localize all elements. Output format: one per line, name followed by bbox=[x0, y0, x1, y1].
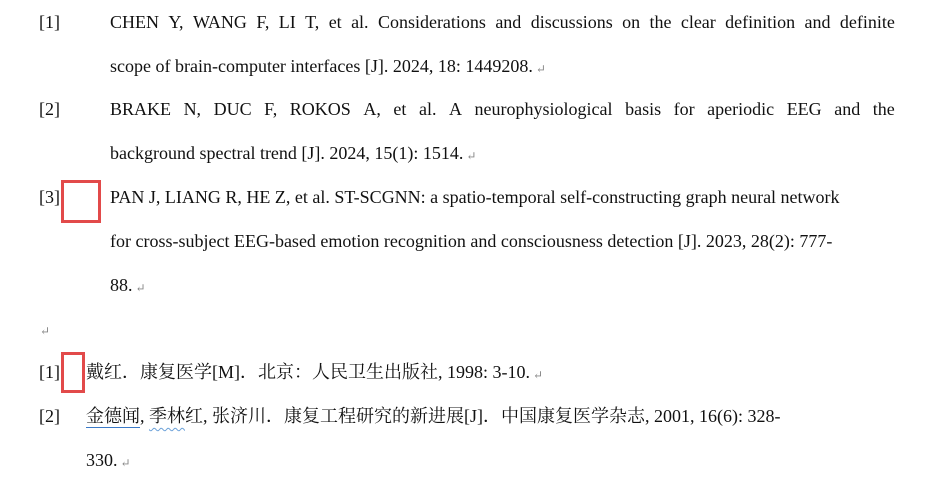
ref-word: BRAKE bbox=[110, 99, 172, 119]
ref-word: the bbox=[872, 99, 895, 119]
author-spellcheck-underline[interactable]: 金德闻 bbox=[86, 406, 140, 426]
ref-text: 88. bbox=[110, 275, 133, 295]
ref-word: Y, bbox=[168, 12, 184, 32]
ref-word: basis bbox=[625, 99, 662, 119]
ref-word: CHEN bbox=[110, 12, 159, 32]
highlight-box-english-ref-3-gap bbox=[61, 180, 101, 223]
ref-line-1 bbox=[110, 0, 895, 44]
ref-word: Considerations bbox=[377, 12, 486, 32]
ref-text: 330. bbox=[86, 450, 118, 470]
ref-word: the bbox=[649, 12, 672, 32]
ref-line-2 bbox=[110, 44, 546, 91]
ref-line-1 bbox=[86, 394, 894, 438]
ref-word: aperiodic bbox=[707, 99, 775, 119]
empty-paragraph bbox=[40, 306, 50, 353]
ref-word: for bbox=[673, 99, 695, 119]
ref-word: LI bbox=[278, 12, 296, 32]
separator: , bbox=[140, 406, 149, 426]
ref-number: [1] bbox=[39, 362, 60, 382]
ref-text: PAN J, LIANG R, HE Z, et al. ST-SCGNN: a spatio-temporal self-constructing graph neural network bbox=[110, 187, 840, 207]
ref-text: 红 bbox=[185, 406, 203, 426]
ref-text: background spectral trend [J]. 2024, 15(1): 1514. bbox=[110, 143, 464, 163]
ref-word: discussions bbox=[530, 12, 613, 32]
ref-line-2 bbox=[110, 131, 476, 178]
ref-word: EEG bbox=[786, 99, 822, 119]
paragraph-mark-icon: ↵ bbox=[533, 368, 544, 382]
ref-line-3 bbox=[110, 263, 146, 310]
ref-word: clear bbox=[680, 12, 716, 32]
ref-text: for cross-subject EEG-based emotion recognition and consciousness detection [J]. 2023, 28(2): 777- bbox=[110, 231, 833, 251]
ref-word: et bbox=[393, 99, 407, 119]
highlight-box-chinese-ref-1-gap bbox=[61, 352, 85, 393]
ref-line-1 bbox=[110, 87, 895, 131]
ref-number: [2] bbox=[39, 406, 60, 426]
ref-word: neurophysiological bbox=[474, 99, 613, 119]
paragraph-mark-icon: ↵ bbox=[120, 456, 131, 470]
ref-word: and bbox=[834, 99, 861, 119]
ref-line-2 bbox=[110, 219, 832, 263]
paragraph-mark-icon: ↵ bbox=[535, 62, 546, 76]
ref-text: scope of brain-computer interfaces [J]. 2024, 18: 1449208. bbox=[110, 56, 533, 76]
ref-word: definite bbox=[839, 12, 895, 32]
ref-word: T, bbox=[305, 12, 320, 32]
ref-word: A bbox=[449, 99, 462, 119]
ref-word: DUC bbox=[213, 99, 252, 119]
ref-line-2 bbox=[86, 438, 131, 485]
ref-word: N, bbox=[183, 99, 202, 119]
ref-number: [3] bbox=[39, 187, 60, 207]
ref-word: WANG bbox=[192, 12, 247, 32]
ref-text: 戴红．康复医学[M]．北京：人民卫生出版社, 1998: 3-10. bbox=[86, 362, 530, 382]
ref-word: F, bbox=[264, 99, 278, 119]
ref-line-1 bbox=[86, 350, 543, 397]
ref-line-1-content bbox=[86, 394, 780, 438]
ref-word: definition bbox=[725, 12, 796, 32]
author-spellcheck-underline[interactable]: 季林 bbox=[149, 406, 185, 426]
paragraph-mark-icon: ↵ bbox=[40, 324, 51, 338]
ref-word: A, bbox=[363, 99, 381, 119]
ref-text: , 张济川．康复工程研究的新进展[J]．中国康复医学杂志, 2001, 16(6): 328- bbox=[203, 406, 781, 426]
ref-word: al. bbox=[351, 12, 369, 32]
paragraph-mark-icon: ↵ bbox=[135, 281, 146, 295]
ref-word: and bbox=[804, 12, 831, 32]
ref-word: al. bbox=[418, 99, 437, 119]
ref-word: F, bbox=[256, 12, 270, 32]
ref-number: [2] bbox=[39, 99, 60, 119]
paragraph-mark-icon: ↵ bbox=[466, 149, 477, 163]
ref-line-1 bbox=[110, 175, 840, 219]
ref-word: on bbox=[622, 12, 641, 32]
ref-number: [1] bbox=[39, 12, 60, 32]
ref-word: et bbox=[328, 12, 342, 32]
ref-word: and bbox=[495, 12, 522, 32]
ref-word: ROKOS bbox=[289, 99, 351, 119]
